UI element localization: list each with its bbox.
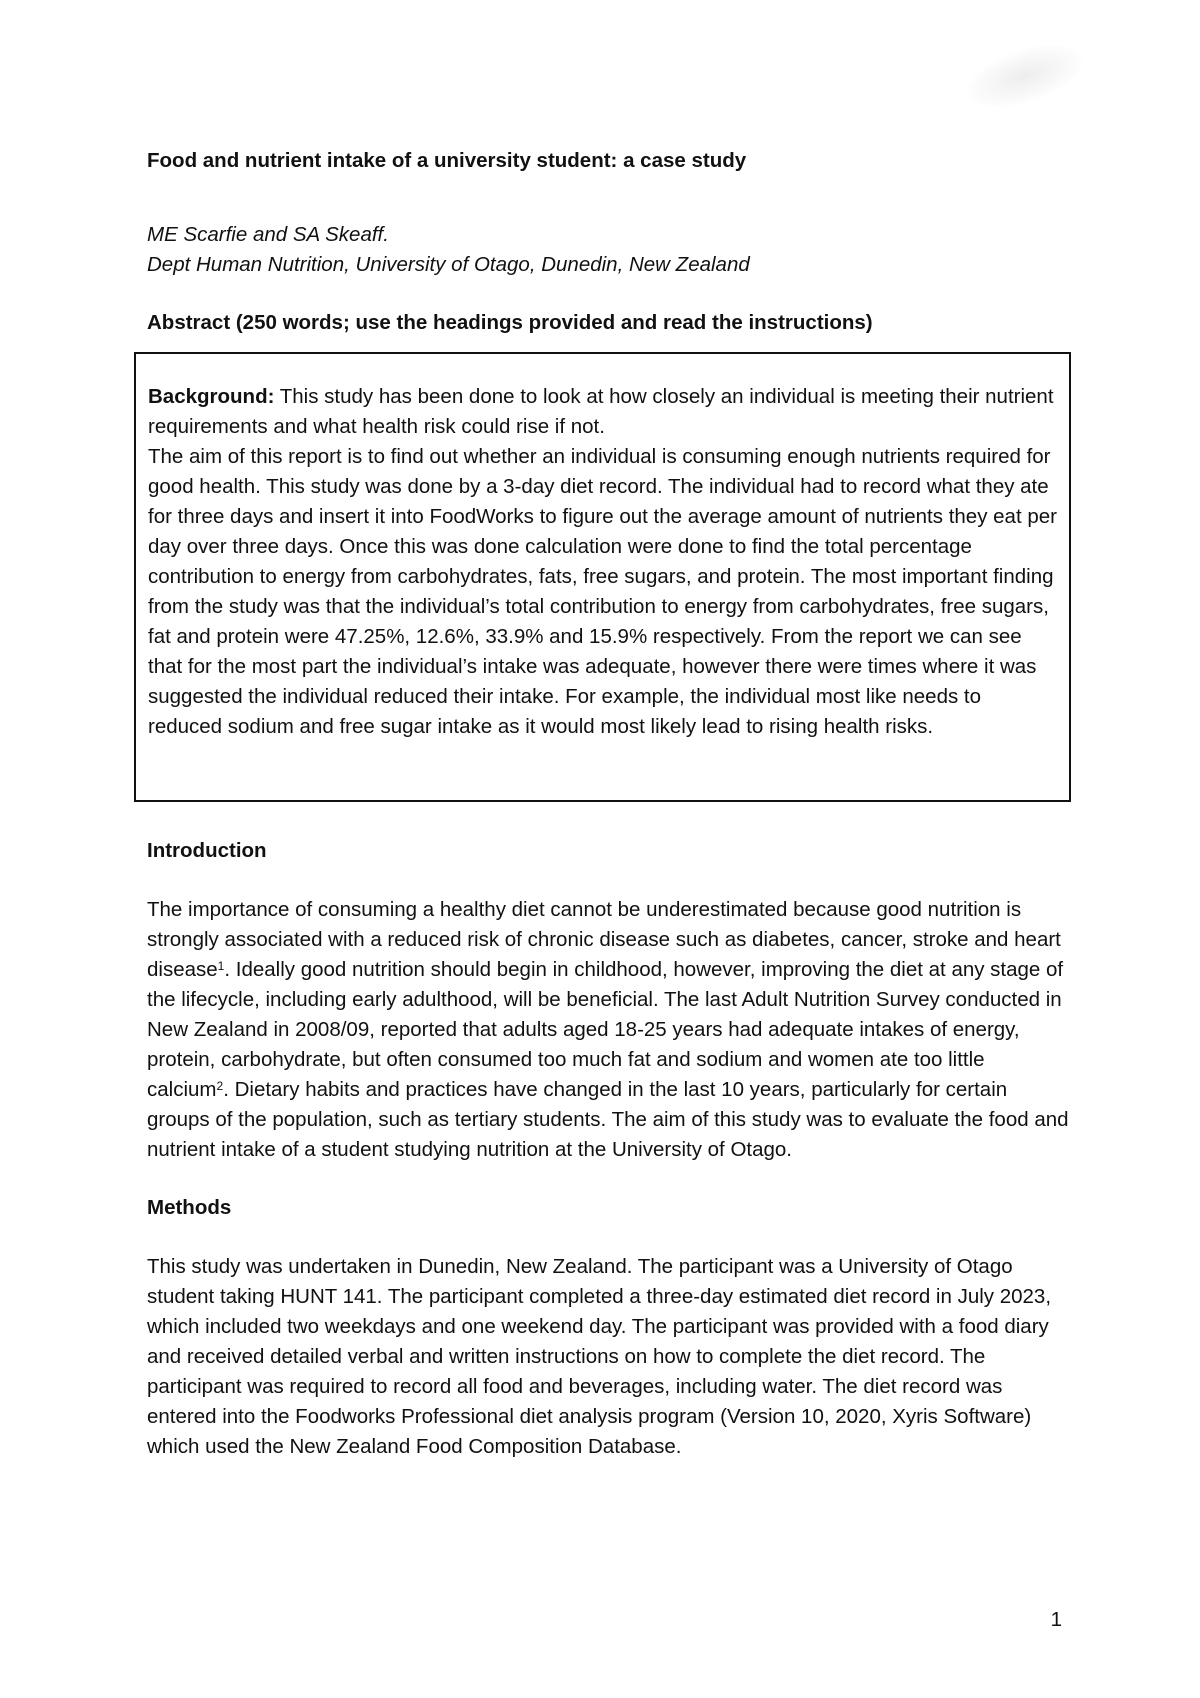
methods-heading: Methods xyxy=(147,1196,232,1219)
background-text: This study has been done to look at how closely an individual is meeting their nutrient requirements and what health risk could rise if not. xyxy=(148,385,1054,438)
page-number: 1 xyxy=(1050,1608,1062,1631)
authors: ME Scarfie and SA Skeaff. xyxy=(147,223,389,246)
scan-smudge xyxy=(960,33,1090,120)
main-sections xyxy=(147,836,1072,1462)
abstract-background xyxy=(148,382,1057,442)
abstract-box xyxy=(134,352,1071,802)
reference-1: 1 xyxy=(217,959,225,973)
document-content xyxy=(147,146,1072,1458)
affiliation: Dept Human Nutrition, University of Otago, Dunedin, New Zealand xyxy=(147,253,750,276)
abstract-body: The aim of this report is to find out whether an individual is consuming enough nutrients required for good health. This study was done by a 3-day diet record. The individual had to record what they ate for three days and insert it into FoodWorks to figure out the average amount of nutrients they eat per day over three days. Once this was done calculation were done to find the total percentage contribution to energy from carbohydrates, fats, free sugars, and protein. The most important finding from the study was that the individual’s total contribution to energy from carbohydrates, free sugars, fat and protein were 47.25%, 12.6%, 33.9% and 15.9% respectively. From the report we can see that for the most part the individual’s intake was adequate, however there were times where it was suggested the individual reduced their intake. For example, the individual most like needs to reduced sodium and free sugar intake as it would most likely lead to rising health risks. xyxy=(148,445,1057,738)
author-block xyxy=(147,220,1072,280)
document-title: Food and nutrient intake of a university student: a case study xyxy=(147,149,747,172)
introduction-text xyxy=(147,895,1072,1165)
introduction-heading: Introduction xyxy=(147,839,267,862)
methods-text: This study was undertaken in Dunedin, New Zealand. The participant was a University of Otago student taking HUNT 141. The participant completed a three-day estimated diet record in July 2023, which included two weekdays and one weekend day. The participant was provided with a food diary and received detailed verbal and written instructions on how to complete the diet record. The participant was required to record all food and beverages, including water. The diet record was entered into the Foodworks Professional diet analysis program (Version 10, 2020, Xyris Software) which used the New Zealand Food Composition Database. xyxy=(147,1255,1052,1458)
introduction-text-part-2: . Ideally good nutrition should begin in childhood, however, improving the diet at any stage of the lifecycle, including early adulthood, will be beneficial. The last Adult Nutrition Survey conducted in New Zealand in 2008/09, reported that adults aged 18-25 years had adequate intakes of energy, protein, carbohydrate, but often consumed too much fat and sodium and women ate too little calcium xyxy=(147,958,1064,1101)
abstract-heading: Abstract (250 words; use the headings provided and read the instructions) xyxy=(147,311,873,334)
reference-2: 2 xyxy=(216,1079,224,1093)
introduction-text-part-1: The importance of consuming a healthy diet cannot be underestimated because good nutrition is strongly associated with a reduced risk of chronic disease such as diabetes, cancer, stroke and heart disease xyxy=(147,898,1061,981)
background-label: Background: xyxy=(148,385,275,408)
introduction-text-part-3: . Dietary habits and practices have changed in the last 10 years, particularly for certain groups of the population, such as tertiary students. The aim of this study was to evaluate the food and nutrient intake of a student studying nutrition at the University of Otago. xyxy=(147,1078,1069,1161)
